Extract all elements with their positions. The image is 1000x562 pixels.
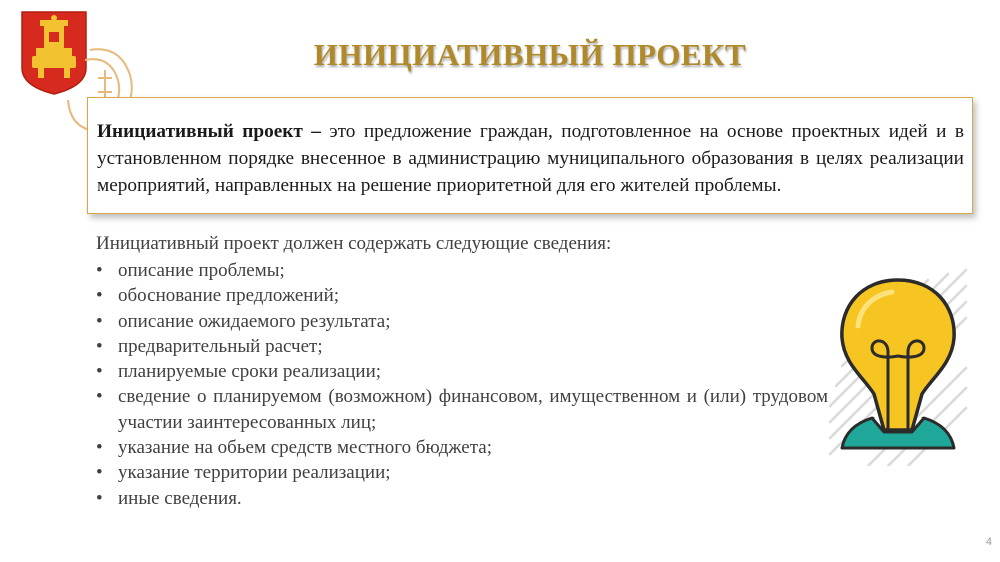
definition-box	[87, 97, 973, 214]
list-item: • сведение о планируемом (возможном) финансовом, имущественном и (или) трудовом участии заинтересованных лиц;	[96, 386, 828, 433]
bullet-icon: •	[96, 487, 103, 509]
list-intro: Инициативный проект должен содержать следующие сведения:	[96, 233, 612, 254]
list-item: • иные сведения.	[96, 486, 828, 511]
page-number: 4	[985, 536, 992, 548]
requirements-list	[96, 258, 828, 511]
list-item: • описание ожидаемого результата;	[96, 309, 828, 334]
bullet-icon: •	[96, 361, 103, 383]
definition-text: это предложение граждан, подготовленное на основе проектных идей и в установленном порядке внесенное в администрацию муниципального образования в целях реализации мероприятий, направленных на решение приоритетной для его жителей проблемы.	[97, 121, 964, 196]
list-item: • обоснование предложений;	[96, 283, 828, 308]
page-title: ИНИЦИАТИВНЫЙ ПРОЕКТ	[313, 37, 747, 72]
bullet-icon: •	[96, 310, 103, 332]
list-item: • указание на обьем средств местного бюджета;	[96, 435, 828, 460]
bullet-icon: •	[96, 260, 103, 281]
list-item: • планируемые сроки реализации;	[96, 359, 828, 384]
bullet-icon: •	[96, 285, 103, 307]
list-item: • описание проблемы;	[96, 258, 828, 283]
bullet-icon: •	[96, 462, 103, 484]
list-item: • указание территории реализации;	[96, 460, 828, 485]
bullet-icon: •	[96, 437, 103, 459]
bullet-icon: •	[96, 335, 103, 357]
definition-term: Инициативный проект –	[97, 121, 321, 142]
list-item: • предварительный расчет;	[96, 334, 828, 359]
bullet-icon: •	[96, 386, 103, 408]
lightbulb-icon	[828, 266, 968, 466]
